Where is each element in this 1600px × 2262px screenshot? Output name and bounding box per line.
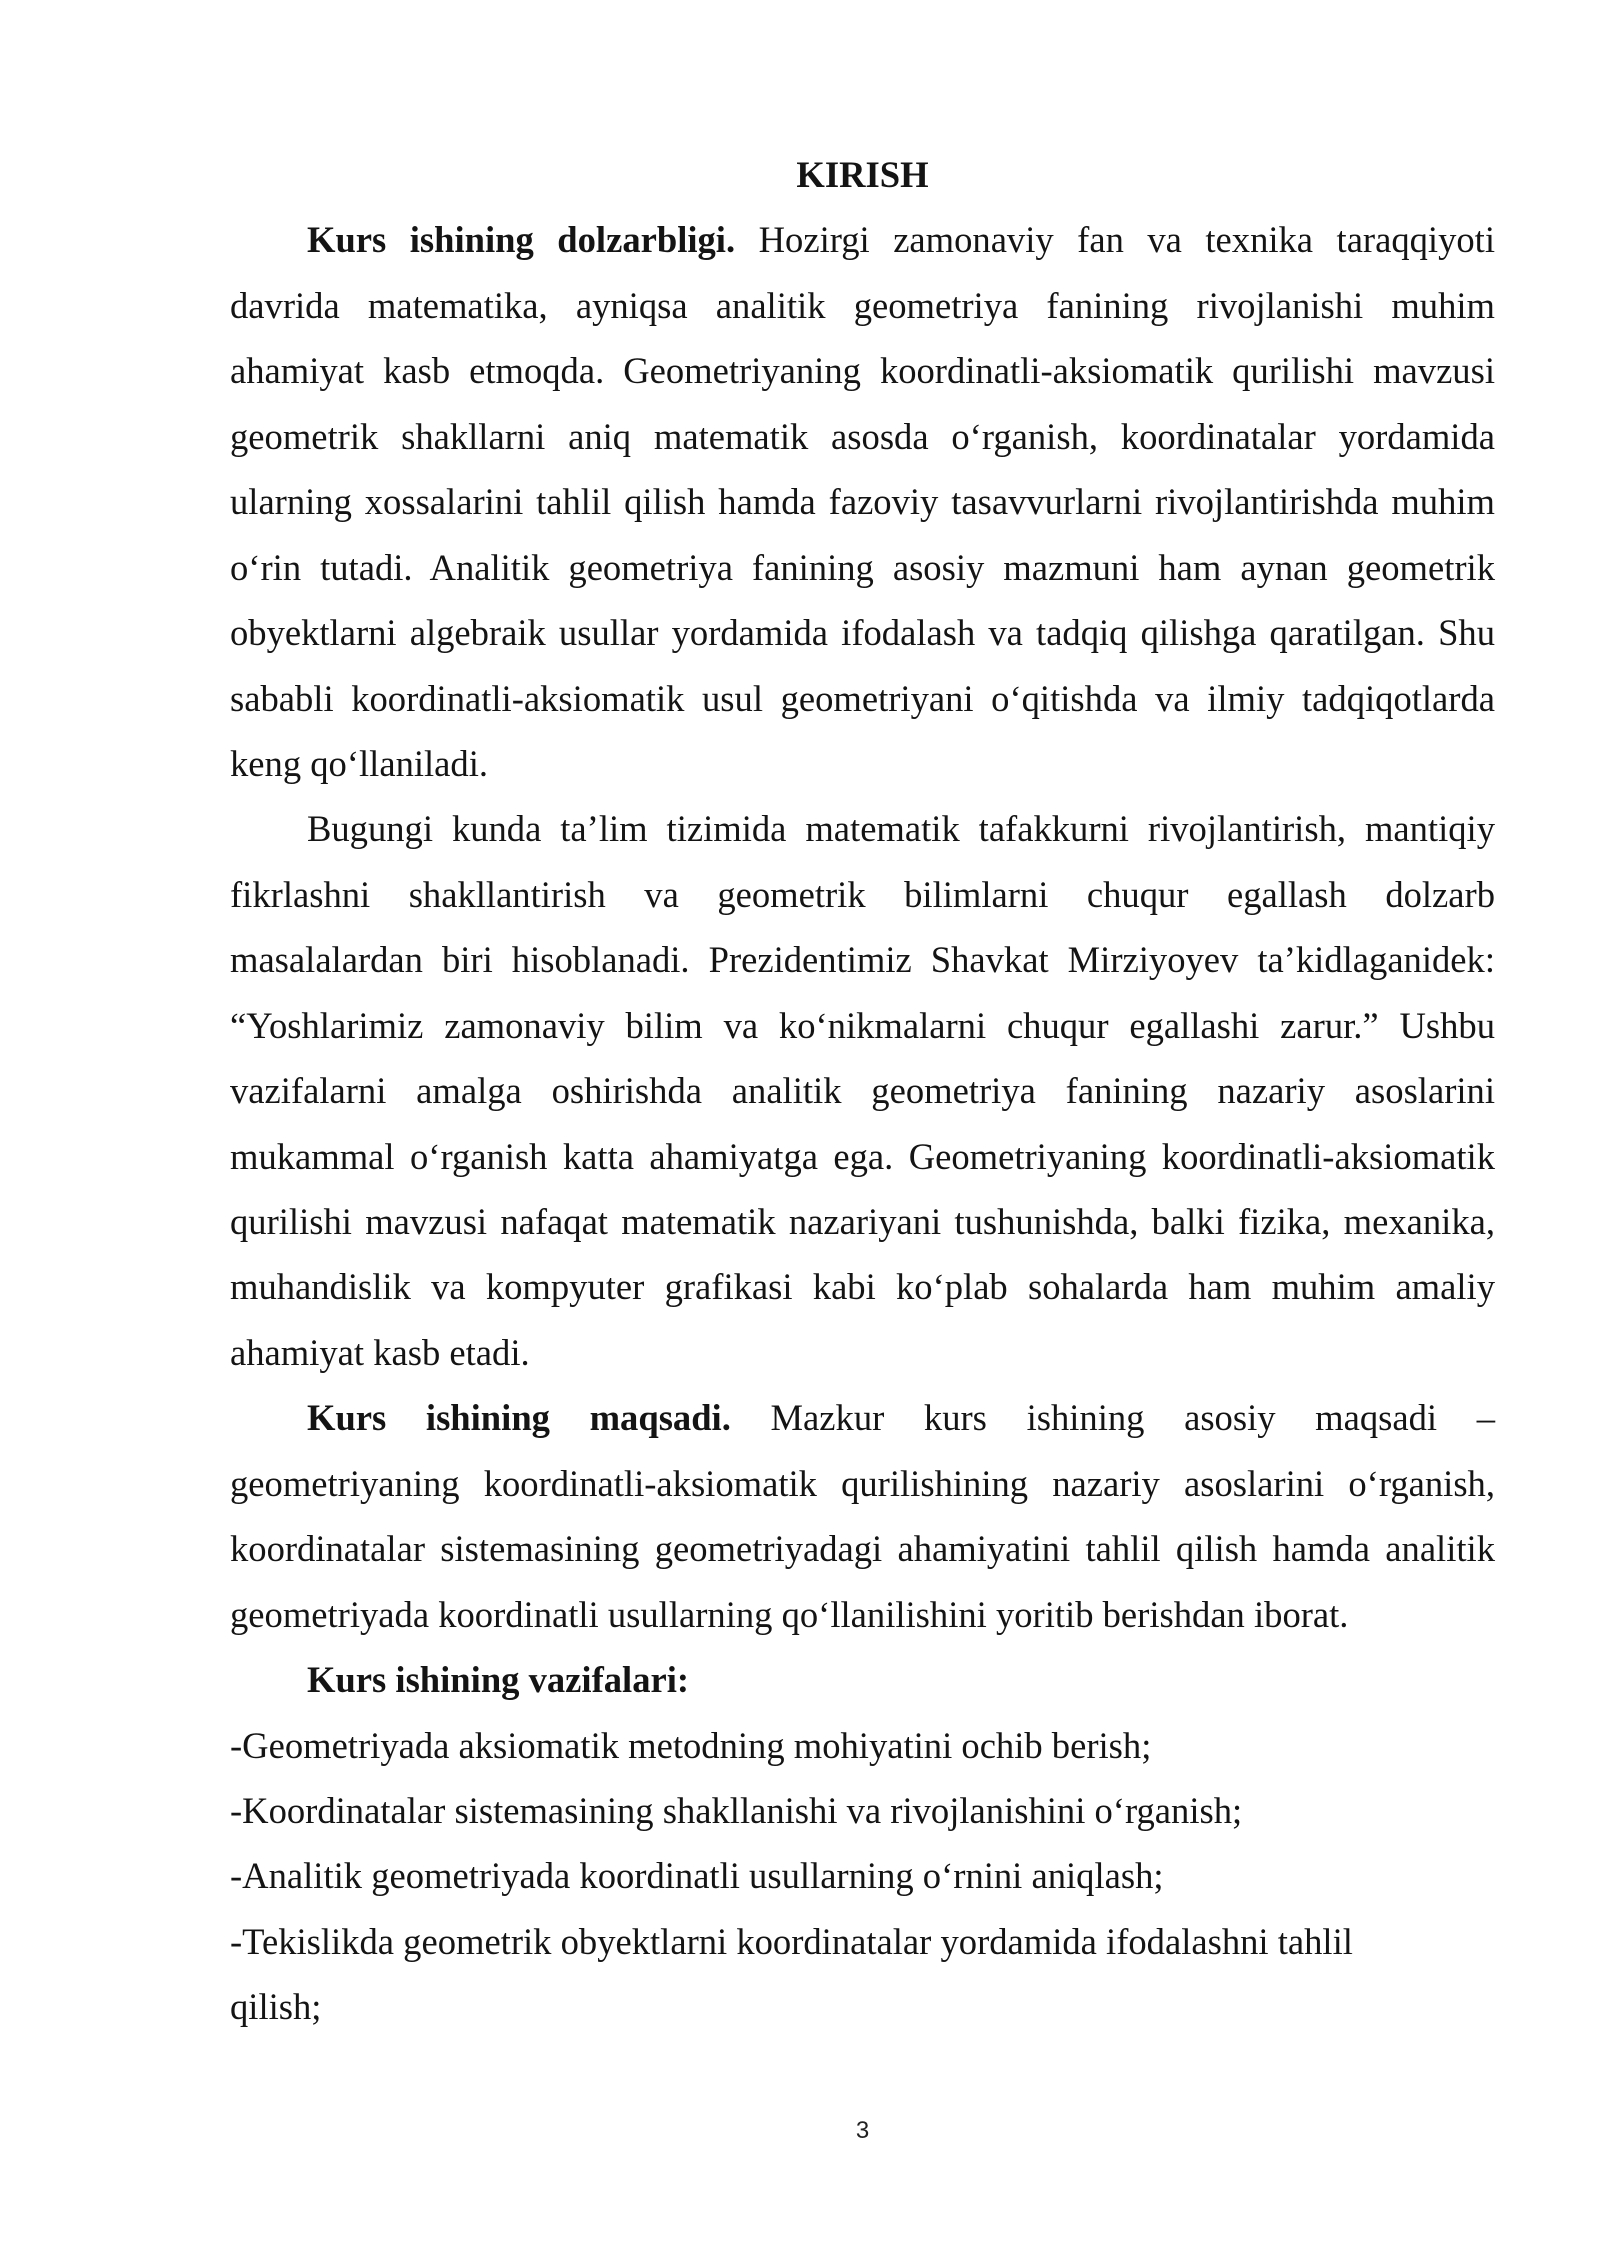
paragraph-line: Bugungi kunda ta’lim tizimida matematik tafakkurni rivojlantirish, mantiqiy — [307, 808, 1495, 850]
paragraph-line: koordinatalar sistemasining geometriyadagi ahamiyatini tahlil qilish hamda analitik — [230, 1528, 1495, 1570]
paragraph-lead: Kurs ishining dolzarbligi. — [307, 219, 736, 261]
tasks-heading: Kurs ishining vazifalari: — [307, 1659, 690, 1701]
paragraph-line: mukammal o‘rganish katta ahamiyatga ega. Geometriyaning koordinatli-aksiomatik — [230, 1135, 1495, 1177]
task-item: -Koordinatalar sistemasining shakllanishi va rivojlanishini o‘rganish; — [230, 1789, 1243, 1831]
paragraph-line: o‘rin tutadi. Analitik geometriya fanining asosiy mazmuni ham aynan geometrik — [230, 546, 1495, 588]
paragraph-line — [230, 1385, 1495, 1450]
task-item-continuation: qilish; — [230, 1986, 322, 2028]
paragraph-line: sababli koordinatli-aksiomatik usul geometriyani o‘qitishda va ilmiy tadqiqotlarda — [230, 677, 1495, 719]
paragraph-line: keng qo‘llaniladi. — [230, 742, 489, 784]
paragraph-relevance — [230, 207, 1495, 796]
paragraph-line: vazifalarni amalga oshirishda analitik geometriya fanining nazariy asoslarini — [230, 1070, 1495, 1112]
paragraph-goal — [230, 1385, 1495, 1647]
paragraph-line: geometrik shakllarni aniq matematik asosda o‘rganish, koordinatalar yordamida — [230, 415, 1495, 457]
page-number: 3 — [855, 2117, 870, 2144]
paragraph-line: “Yoshlarimiz zamonaviy bilim va ko‘nikmalarni chuqur egallashi zarur.” Ushbu — [230, 1004, 1495, 1046]
paragraph-line: geometriyada koordinatli usullarning qo‘llanilishini yoritib berishdan iborat. — [230, 1593, 1349, 1635]
tasks-section — [230, 1647, 1495, 2040]
line-text: Hozirgi zamonaviy fan va texnika taraqqiyoti — [758, 219, 1495, 261]
page-title: KIRISH — [796, 154, 929, 195]
paragraph-line: geometriyaning koordinatli-aksiomatik qurilishining nazariy asoslarini o‘rganish, — [230, 1462, 1495, 1504]
paragraph-line: muhandislik va kompyuter grafikasi kabi ko‘plab sohalarda ham muhim amaliy — [230, 1266, 1495, 1308]
paragraph-line — [230, 207, 1495, 272]
paragraph-line: obyektlarni algebraik usullar yordamida ifodalash va tadqiq qilishga qaratilgan. Shu — [230, 612, 1495, 654]
paragraph-line: qurilishi mavzusi nafaqat matematik nazariyani tushunishda, balki fizika, mexanika, — [230, 1201, 1495, 1242]
paragraph-line: fikrlashni shakllantirish va geometrik bilimlarni chuqur egallash dolzarb — [230, 873, 1495, 915]
paragraph-line: davrida matematika, ayniqsa analitik geometriya fanining rivojlanishi muhim — [230, 284, 1495, 326]
page-body — [230, 142, 1495, 2040]
paragraph-context — [230, 796, 1495, 1385]
paragraph-line: ahamiyat kasb etadi. — [230, 1331, 530, 1373]
paragraph-line: ahamiyat kasb etmoqda. Geometriyaning koordinatli-aksiomatik qurilishi mavzusi — [230, 350, 1495, 392]
task-item: -Geometriyada aksiomatik metodning mohiyatini ochib berish; — [230, 1724, 1152, 1766]
paragraph-lead: Kurs ishining maqsadi. — [307, 1397, 731, 1439]
paragraph-line: ularning xossalarini tahlil qilish hamda fazoviy tasavvurlarni rivojlantirishda muhim — [230, 481, 1495, 523]
paragraph-line: masalalardan biri hisoblanadi. Prezidentimiz Shavkat Mirziyoyev ta’kidlaganidek: — [230, 939, 1495, 981]
line-text: Mazkur kurs ishining asosiy maqsadi – — [770, 1397, 1496, 1439]
task-item: -Analitik geometriyada koordinatli usullarning o‘rnini aniqlash; — [230, 1855, 1164, 1897]
task-item: -Tekislikda geometrik obyektlarni koordinatalar yordamida ifodalashni tahlil — [230, 1920, 1353, 1962]
